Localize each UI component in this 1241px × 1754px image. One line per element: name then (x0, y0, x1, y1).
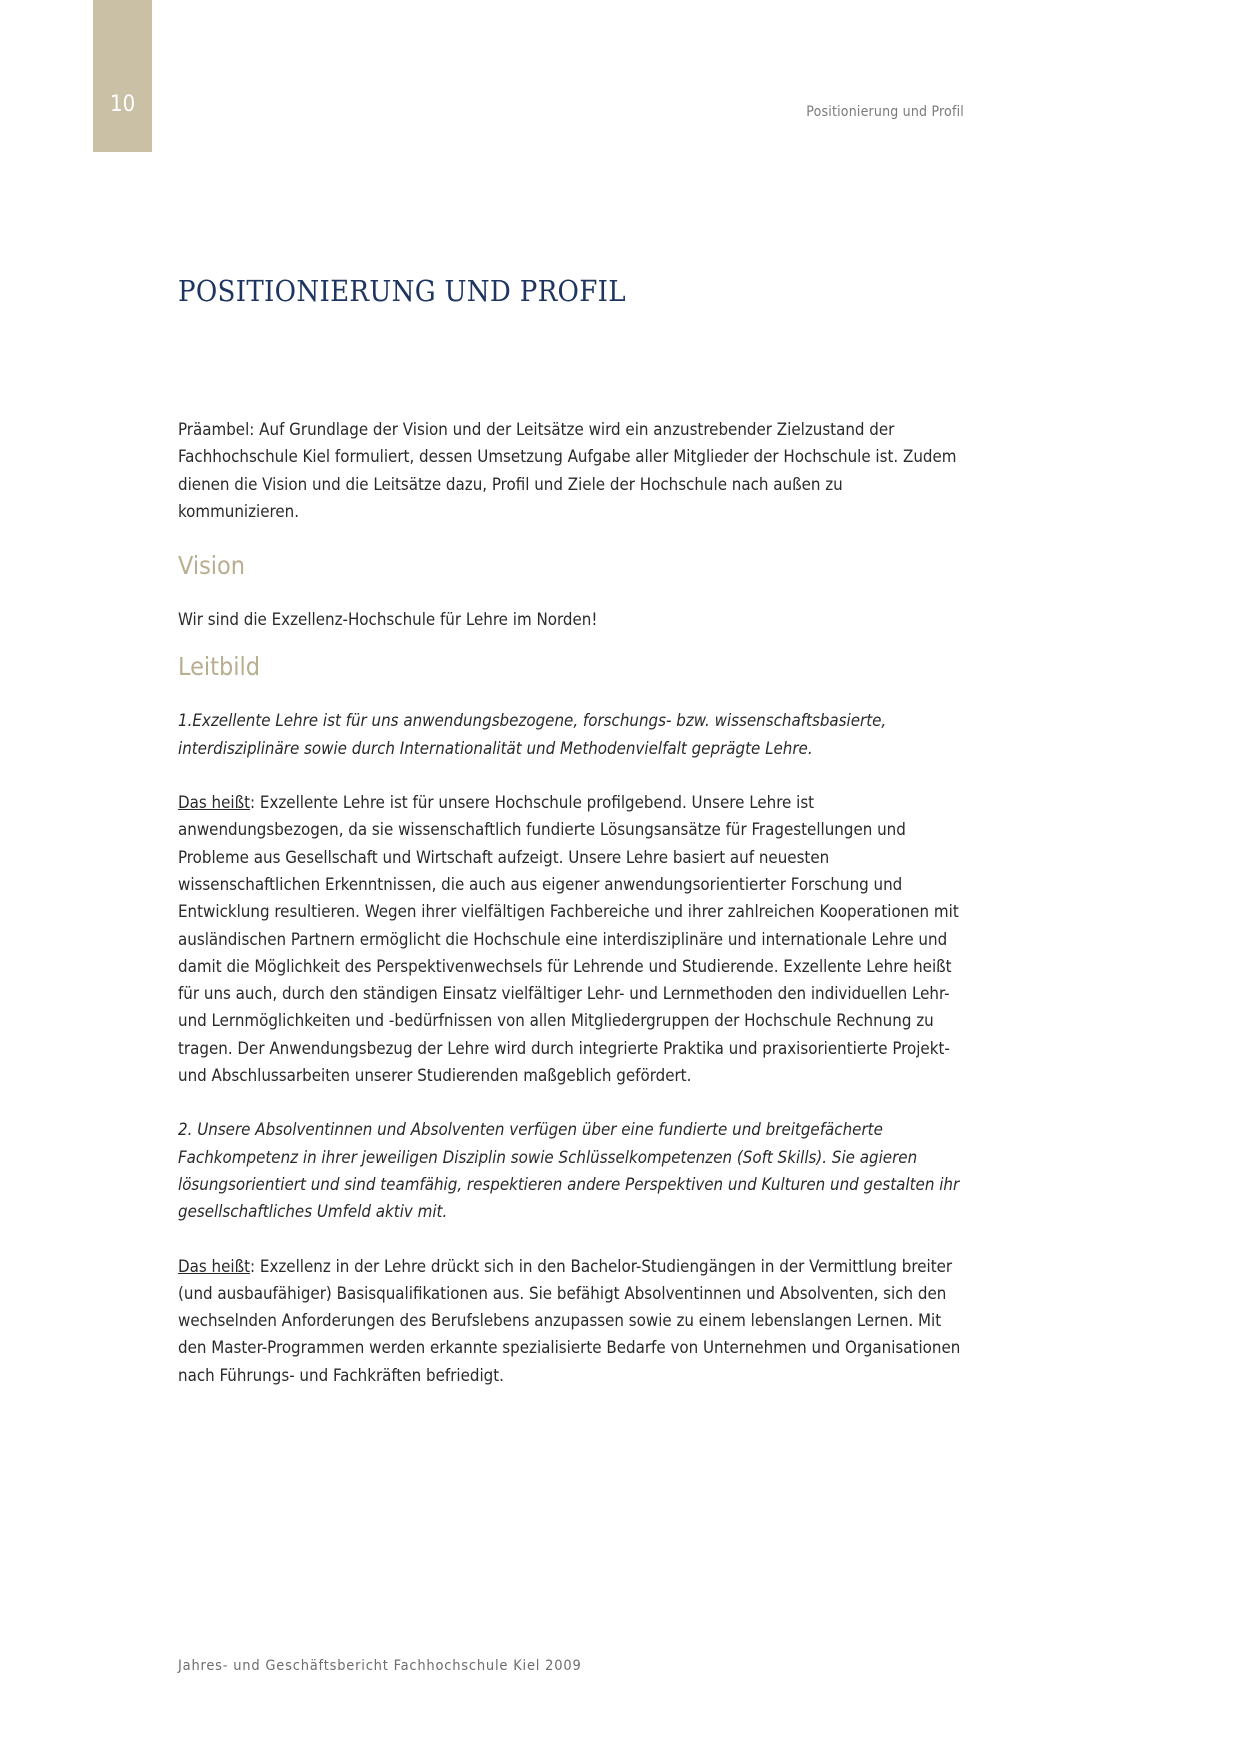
explanation-label: Das heißt (178, 1255, 251, 1276)
page-tab (93, 0, 152, 152)
vision-heading: Vision (178, 551, 246, 581)
page-number: 10 (110, 92, 136, 117)
explanation-text: : Exzellente Lehre ist für unsere Hochschule profilgebend. Unsere Lehre ist anwendungsbezogen, da sie wissenschaftlich fundierte Lösungsansätze für Fragestellungen und Probleme aus Gesellschaft und Wirtschaft aufzeigt. Unsere Lehre basiert auf neuesten wissenschaftlichen Erkenntnissen, die auch aus eigener anwendungsorientierter Forschung und Entwicklung resultieren. Wegen ihrer vielfältigen Fachbereiche und ihrer zahlreichen Kooperationen mit ausländischen Partnern ermöglicht die Hochschule eine interdisziplinäre und internationale Lehre und damit die Möglichkeit des Perspektivenwechsels für Lehrende und Studierende. Exzellente Lehre heißt für uns auch, durch den ständigen Einsatz vielfältiger Lehr- und Lernmethoden den individuellen Lehr- und Lernmöglichkeiten und -bedürfnissen von allen Mitgliedergruppen der Hochschule Rechnung zu tragen. Der Anwendungsbezug der Lehre wird durch integrierte Praktika und praxisorientierte Projekt- und Abschlussarbeiten unserer Studierenden maßgeblich gefördert. (178, 792, 959, 1086)
leitbild-explanation-1 (178, 789, 968, 1089)
running-header: Positionierung und Profil (806, 104, 964, 120)
leitbild-statement-1: 1.Exzellente Lehre ist für uns anwendungsbezogene, forschungs- bzw. wissenschaftsbasierte, interdisziplinäre sowie durch Internationalität und Methodenvielfalt geprägte Lehre. (178, 710, 887, 758)
explanation-text: : Exzellenz in der Lehre drückt sich in den Bachelor-Studiengängen in der Vermittlung breiter (und ausbaufähiger) Basisqualifikationen aus. Sie befähigt Absolventinnen und Absolventen, sich den wechselnden Anforderungen des Berufslebens anzupassen sowie zu einem lebenslangen Lernen. Mit den Master-Programmen werden erkannte spezialisierte Bedarfe von Unternehmen und Organisationen nach Führungs- und Fachkräften befriedigt. (178, 1255, 961, 1385)
page-title: POSITIONIERUNG UND PROFIL (178, 274, 626, 308)
leitbild-explanation-2 (178, 1253, 968, 1389)
leitbild-statement-2: 2. Unsere Absolventinnen und Absolventen verfügen über eine fundierte und breitgefächerte Fachkompetenz in ihrer jeweiligen Disziplin sowie Schlüsselkompetenzen (Soft Skills). Sie agieren lösungsorientiert und sind teamfähig, respektieren andere Perspektiven und Kulturen und gestalten ihr gesellschaftliches Umfeld aktiv mit. (178, 1119, 960, 1222)
footer: Jahres- und Geschäftsbericht Fachhochschule Kiel 2009 (178, 1658, 582, 1674)
leitbild-heading: Leitbild (178, 652, 261, 682)
preamble: Präambel: Auf Grundlage der Vision und der Leitsätze wird ein anzustrebender Zielzustand der Fachhochschule Kiel formuliert, dessen Umsetzung Aufgabe aller Mitglieder der Hochschule ist. Zudem dienen die Vision und die Leitsätze dazu, Profil und Ziele der Hochschule nach außen zu kommunizieren. (178, 419, 957, 521)
vision-text: Wir sind die Exzellenz-Hochschule für Lehre im Norden! (178, 609, 598, 630)
explanation-label: Das heißt (178, 792, 251, 813)
main-content (178, 416, 968, 1389)
